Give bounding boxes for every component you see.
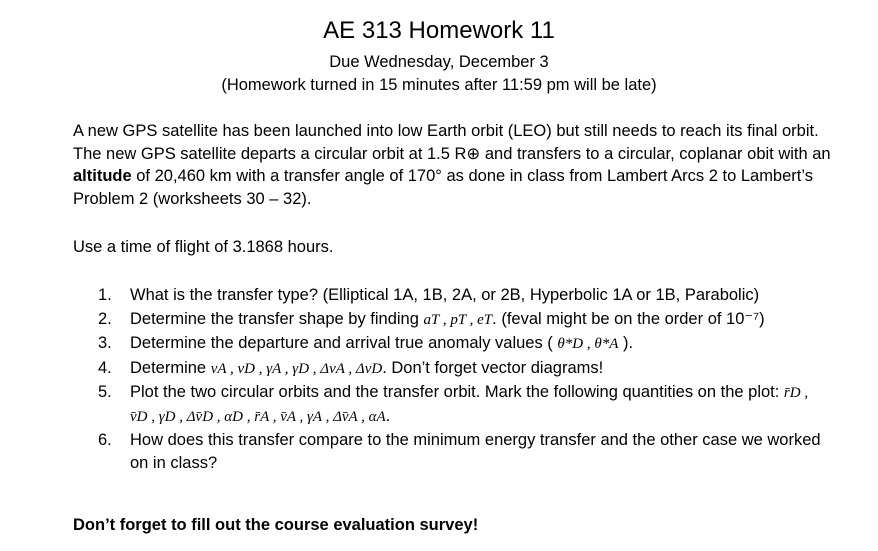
- time-of-flight-note: Use a time of flight of 3.1868 hours.: [73, 238, 334, 256]
- course-evaluation-reminder: Don’t forget to fill out the course evaluation survey!: [73, 516, 479, 534]
- list-item: [98, 357, 828, 381]
- list-item: [98, 332, 828, 356]
- intro-text-part2: of 20,460 km with a transfer angle of 170° as done in class from Lambert Arcs 2 to Lambert’s Problem 2 (worksheets 30 – 32).: [73, 167, 813, 208]
- intro-bold-altitude: altitude: [73, 167, 132, 185]
- question-text: What is the transfer type? (Elliptical 1A, 1B, 2A, or 2B, Hyperbolic 1A or 1B, Parabolic): [130, 286, 760, 304]
- list-item: [98, 381, 828, 428]
- question-number: 5.: [98, 383, 112, 401]
- question-number: 1.: [98, 286, 112, 304]
- question-number: 6.: [98, 431, 112, 449]
- question-math: r̄D , v̄D , γD , Δv̄D , αD , r̄A , v̄A , γA , Δv̄A , αA: [130, 385, 809, 425]
- question-text-post: .: [385, 406, 391, 425]
- question-number: 2.: [98, 309, 112, 328]
- intro-paragraph: [73, 120, 833, 210]
- page-title: AE 313 Homework 11: [323, 17, 555, 44]
- list-item: [98, 308, 828, 332]
- list-item: [98, 284, 828, 307]
- question-text-post: ).: [618, 334, 634, 352]
- due-date: Due Wednesday, December 3: [329, 53, 549, 71]
- question-math: aT , pT , eT: [423, 311, 493, 328]
- question-text: How does this transfer compare to the minimum energy transfer and the other case we worked on in class?: [130, 431, 821, 472]
- list-item: [98, 429, 828, 474]
- question-text-pre: Determine the transfer shape by finding: [130, 309, 424, 328]
- question-text-post: . (feval might be on the order of 10⁻⁷): [492, 309, 765, 328]
- intro-text-part1: A new GPS satellite has been launched into low Earth orbit (LEO) but still needs to reach its final orbit. The new GPS satellite departs a circular orbit at 1.5 R⊕ and transfers to a circular, coplanar obit with an: [73, 122, 831, 163]
- question-text-post: . Don’t forget vector diagrams!: [382, 358, 604, 377]
- question-number: 4.: [98, 358, 112, 377]
- late-notice: (Homework turned in 15 minutes after 11:59 pm will be late): [221, 76, 657, 94]
- question-math: θ*D , θ*A: [557, 336, 619, 352]
- question-list: [98, 284, 828, 475]
- question-text-pre: Plot the two circular orbits and the transfer orbit. Mark the following quantities on the plot:: [130, 383, 784, 401]
- question-number: 3.: [98, 334, 112, 352]
- question-text-pre: Determine: [130, 358, 211, 377]
- question-math: vA , vD , γA , γD , ΔvA , ΔvD: [210, 360, 383, 377]
- question-text-pre: Determine the departure and arrival true anomaly values (: [130, 334, 558, 352]
